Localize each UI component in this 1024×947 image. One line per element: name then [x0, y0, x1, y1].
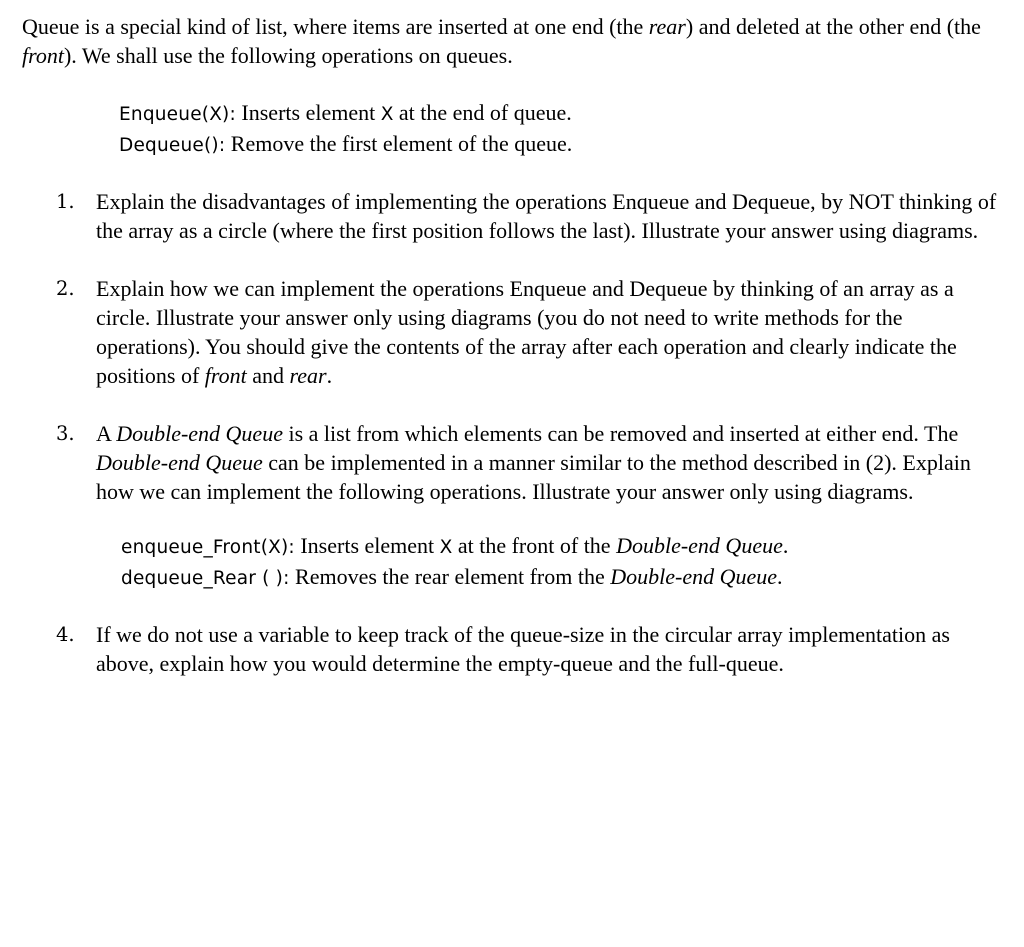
question-text-c: can be implemented in a manner similar to the method described in (2). Explain how we can implement the following operations. Illustrate your answer only using diagrams. [96, 450, 971, 504]
operation-signature: Dequeue(): [119, 135, 226, 156]
question-number: 3. [56, 422, 75, 445]
deque-term: Double-end Queue [116, 421, 283, 446]
question-2 [22, 274, 1002, 390]
question-3 [22, 419, 1002, 593]
operation-enqueue [119, 98, 1002, 129]
question-text-and: and [246, 363, 290, 388]
question-list [22, 187, 1002, 678]
question-text-end: . [326, 363, 333, 388]
operation-dequeue [119, 129, 1002, 160]
front-term: front [204, 363, 247, 388]
question-text-start: Explain how we can implement the operations Enqueue and Dequeue by thinking of an array as a circle. Illustrate your answer only using diagrams (you do not need to write methods for the operations). You should give the contents of the array after each operation and clearly indicate the positions of [96, 276, 957, 388]
question-text [96, 276, 957, 388]
operation-description: Inserts element [294, 533, 440, 558]
question-number: 2. [56, 277, 75, 300]
deque-operations [121, 531, 1002, 593]
operation-dequeue-rear [121, 562, 1002, 593]
intro-paragraph [22, 12, 1002, 70]
operation-symbol: X [380, 104, 394, 125]
deque-term: Double-end Queue [616, 533, 783, 558]
operation-description-end: . [777, 564, 783, 589]
operation-description-mid: at the front of the [452, 533, 617, 558]
queue-operations [119, 98, 1002, 160]
operation-description: Remove the first element of the queue. [225, 131, 573, 156]
operation-signature: enqueue_Front(X): [121, 537, 295, 558]
operation-signature: Enqueue(X): [119, 104, 236, 125]
question-text: Explain the disadvantages of implementing the operations Enqueue and Dequeue, by NOT thinking of the array as a circle (where the first position follows the last). Illustrate your answer using diagrams. [96, 189, 997, 243]
question-number: 1. [56, 190, 75, 213]
intro-text-1: Queue is a special kind of list, where items are inserted at one end (the [22, 14, 649, 39]
deque-term: Double-end Queue [610, 564, 778, 589]
operation-description-end: . [782, 533, 789, 558]
intro-text-2: ) and deleted at the other end (the [685, 14, 981, 39]
question-text-a: A [96, 421, 117, 446]
question-number: 4. [56, 623, 75, 646]
deque-term: Double-end Queue [96, 450, 263, 475]
document [22, 12, 1002, 678]
operation-description: Removes the rear element from the [289, 564, 611, 589]
intro-rear: rear [648, 14, 686, 39]
operation-signature: dequeue_Rear ( ): [121, 568, 290, 589]
question-text: If we do not use a variable to keep track of the queue-size in the circular array implementation as above, explain how you would determine the empty-queue and the full-queue. [96, 622, 950, 676]
rear-term: rear [289, 363, 327, 388]
operation-enqueue-front [121, 531, 1002, 562]
question-text-b: is a list from which elements can be removed and inserted at either end. The [282, 421, 959, 446]
operation-description: Inserts element [235, 100, 381, 125]
intro-text-3: ). We shall use the following operations on queues. [63, 43, 513, 68]
intro-front: front [22, 43, 64, 68]
question-4 [22, 620, 1002, 678]
question-text [96, 421, 971, 504]
question-1 [22, 187, 1002, 245]
operation-symbol: X [439, 537, 453, 558]
operation-description-end: at the end of queue. [393, 100, 572, 125]
